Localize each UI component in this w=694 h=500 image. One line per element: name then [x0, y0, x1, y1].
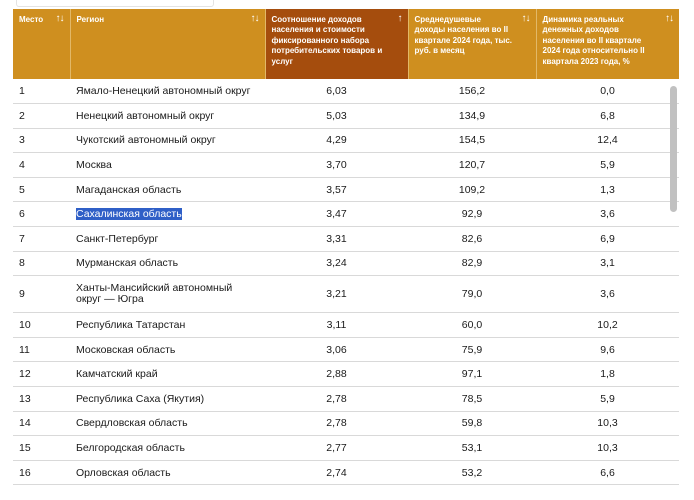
- table-row: [13, 436, 679, 461]
- cell-rank: 8: [13, 251, 70, 276]
- cell-rank: 16: [13, 460, 70, 485]
- column-header-rank[interactable]: Место ↑↓: [13, 9, 70, 79]
- toolbar-edge: [16, 0, 214, 7]
- column-header-dynamics[interactable]: Динамика реальных денежных доходов населения во II квартале 2024 года относительно II квартала 2023 года, % ↑↓: [536, 9, 679, 79]
- cell-region: Республика Татарстан: [70, 313, 265, 338]
- cell-ratio: 3,31: [265, 227, 408, 252]
- cell-region: Белгородская область: [70, 436, 265, 461]
- cell-region: Санкт-Петербург: [70, 227, 265, 252]
- cell-income: 53,2: [408, 460, 536, 485]
- cell-rank: 4: [13, 153, 70, 178]
- cell-rank: 7: [13, 227, 70, 252]
- cell-dynamics: 3,6: [536, 276, 679, 313]
- cell-dynamics: 10,3: [536, 436, 679, 461]
- sort-icon[interactable]: ↑↓: [665, 13, 673, 24]
- cell-region: Республика Саха (Якутия): [70, 387, 265, 412]
- cell-ratio: 2,77: [265, 436, 408, 461]
- sort-icon[interactable]: ↑↓: [521, 13, 530, 24]
- table-row: [13, 276, 679, 313]
- cell-region: Магаданская область: [70, 177, 265, 202]
- cell-region: Свердловская область: [70, 411, 265, 436]
- cell-rank: 13: [13, 387, 70, 412]
- cell-income: 82,6: [408, 227, 536, 252]
- top-toolbar: [0, 0, 694, 9]
- cell-region: [70, 276, 265, 313]
- cell-region: Чукотский автономный округ: [70, 128, 265, 153]
- cell-dynamics: 6,6: [536, 460, 679, 485]
- cell-dynamics: 6,9: [536, 227, 679, 252]
- cell-dynamics: 10,3: [536, 411, 679, 436]
- table-row: [13, 411, 679, 436]
- cell-dynamics: 12,4: [536, 128, 679, 153]
- cell-rank: 2: [13, 104, 70, 129]
- sort-icon[interactable]: ↑↓: [55, 13, 64, 24]
- cell-dynamics: 5,9: [536, 387, 679, 412]
- cell-region: Ямало-Ненецкий автономный округ: [70, 79, 265, 104]
- cell-rank: 6: [13, 202, 70, 227]
- cell-rank: 1: [13, 79, 70, 104]
- cell-region: [70, 202, 265, 227]
- cell-dynamics: 1,3: [536, 177, 679, 202]
- cell-rank: 3: [13, 128, 70, 153]
- cell-income: 79,0: [408, 276, 536, 313]
- cell-region: Орловская область: [70, 460, 265, 485]
- table-row: [13, 153, 679, 178]
- cell-income: 120,7: [408, 153, 536, 178]
- table-row: [13, 177, 679, 202]
- cell-income: 156,2: [408, 79, 536, 104]
- cell-income: 154,5: [408, 128, 536, 153]
- cell-region: Московская область: [70, 337, 265, 362]
- selected-text[interactable]: Сахалинская область: [76, 208, 182, 221]
- table-row: [13, 104, 679, 129]
- cell-dynamics: 9,6: [536, 337, 679, 362]
- cell-region: Камчатский край: [70, 362, 265, 387]
- cell-rank: 5: [13, 177, 70, 202]
- cell-rank: 15: [13, 436, 70, 461]
- table-row: [13, 387, 679, 412]
- cell-region: Москва: [70, 153, 265, 178]
- cell-income: 92,9: [408, 202, 536, 227]
- column-header-income[interactable]: Среднедушевые доходы населения во II квартале 2024 года, тыс. руб. в месяц ↑↓: [408, 9, 536, 79]
- cell-ratio: 3,24: [265, 251, 408, 276]
- scrollbar-thumb[interactable]: [670, 86, 677, 212]
- cell-ratio: 3,47: [265, 202, 408, 227]
- cell-ratio: 6,03: [265, 79, 408, 104]
- cell-income: 134,9: [408, 104, 536, 129]
- table-header-row: [13, 9, 679, 79]
- table-row: [13, 362, 679, 387]
- cell-income: 82,9: [408, 251, 536, 276]
- cell-income: 97,1: [408, 362, 536, 387]
- cell-dynamics: 5,9: [536, 153, 679, 178]
- cell-rank: 9: [13, 276, 70, 313]
- cell-income: 75,9: [408, 337, 536, 362]
- cell-ratio: 3,06: [265, 337, 408, 362]
- cell-dynamics: 6,8: [536, 104, 679, 129]
- cell-rank: 12: [13, 362, 70, 387]
- vertical-scrollbar[interactable]: [670, 86, 678, 500]
- cell-dynamics: 3,6: [536, 202, 679, 227]
- regions-rating-table: [13, 9, 679, 485]
- table-row: [13, 227, 679, 252]
- cell-region: Ненецкий автономный округ: [70, 104, 265, 129]
- column-header-region[interactable]: Регион ↑↓: [70, 9, 265, 79]
- cell-ratio: 4,29: [265, 128, 408, 153]
- table-row: [13, 79, 679, 104]
- cell-ratio: 3,57: [265, 177, 408, 202]
- cell-income: 53,1: [408, 436, 536, 461]
- cell-dynamics: 0,0: [536, 79, 679, 104]
- column-header-ratio[interactable]: Соотношение доходов населения и стоимости фиксированного набора потребительских товаров и услуг ↑: [265, 9, 408, 79]
- cell-income: 109,2: [408, 177, 536, 202]
- cell-ratio: 2,78: [265, 387, 408, 412]
- cell-rank: 11: [13, 337, 70, 362]
- cell-dynamics: 10,2: [536, 313, 679, 338]
- cell-ratio: 5,03: [265, 104, 408, 129]
- table-row: [13, 128, 679, 153]
- table-row-selected: [13, 202, 679, 227]
- cell-dynamics: 1,8: [536, 362, 679, 387]
- table-row: [13, 337, 679, 362]
- cell-ratio: 3,21: [265, 276, 408, 313]
- table-row: [13, 460, 679, 485]
- cell-income: 78,5: [408, 387, 536, 412]
- sort-icon[interactable]: ↑↓: [250, 13, 259, 24]
- cell-income: 59,8: [408, 411, 536, 436]
- table-row: [13, 313, 679, 338]
- cell-income: 60,0: [408, 313, 536, 338]
- table-row: [13, 251, 679, 276]
- sort-ascending-icon[interactable]: ↑: [397, 13, 402, 24]
- cell-ratio: 3,11: [265, 313, 408, 338]
- cell-ratio: 3,70: [265, 153, 408, 178]
- cell-dynamics: 3,1: [536, 251, 679, 276]
- cell-rank: 14: [13, 411, 70, 436]
- cell-rank: 10: [13, 313, 70, 338]
- cell-ratio: 2,88: [265, 362, 408, 387]
- region-name: Ханты-Мансийский автономный округ — Югра: [76, 282, 233, 306]
- cell-ratio: 2,78: [265, 411, 408, 436]
- cell-ratio: 2,74: [265, 460, 408, 485]
- cell-region: Мурманская область: [70, 251, 265, 276]
